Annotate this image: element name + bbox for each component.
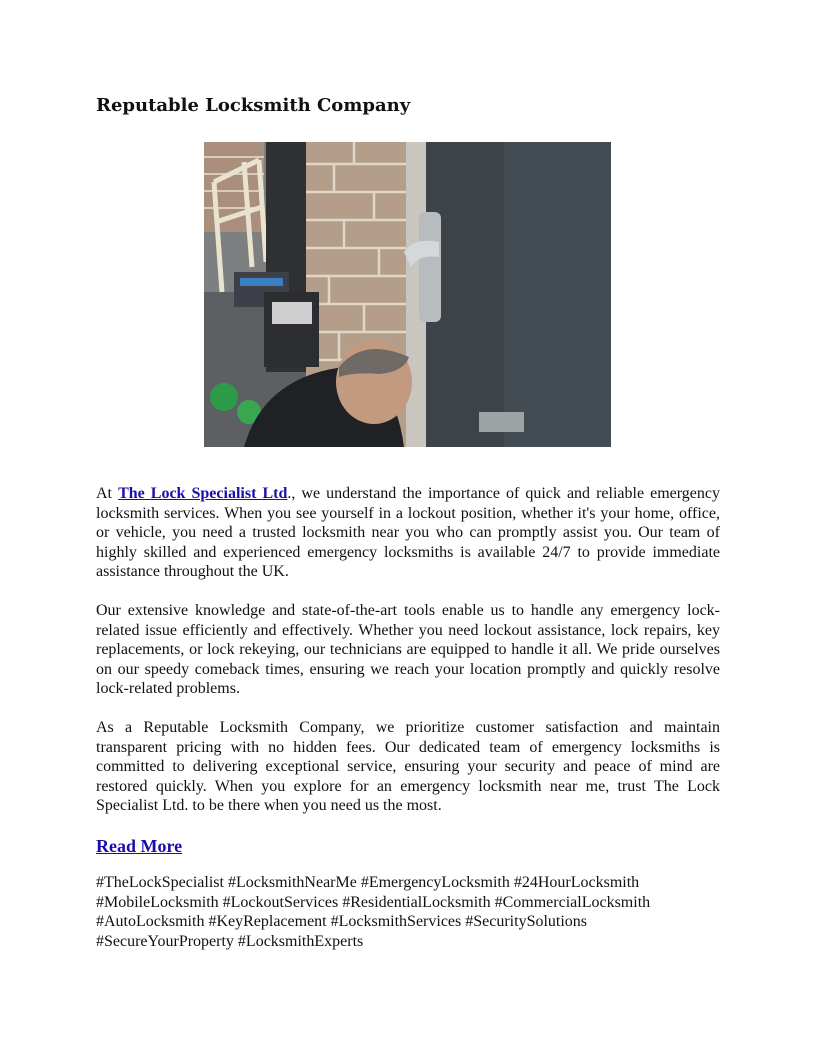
hashtag: #LocksmithNearMe <box>227 874 357 891</box>
hashtag: #CommercialLocksmith <box>494 893 651 911</box>
lock-specialist-link[interactable]: The Lock Specialist Ltd <box>118 485 288 502</box>
hashtag: #SecureYourProperty <box>96 932 234 950</box>
hashtag: #LocksmithServices <box>330 913 462 931</box>
locksmith-at-door-photo <box>204 142 611 447</box>
hashtag: #AutoLocksmith <box>96 913 205 931</box>
hashtag: #LockoutServices <box>222 893 339 911</box>
read-more-link[interactable]: Read More <box>96 836 183 856</box>
hashtag: #ResidentialLocksmith <box>342 893 491 911</box>
hashtag: #MobileLocksmith <box>96 893 219 911</box>
hashtag: #TheLockSpecialist <box>96 874 224 891</box>
hashtag: #LocksmithExperts <box>237 932 364 950</box>
intro-prefix: At <box>96 485 119 502</box>
hashtag: #24HourLocksmith <box>513 874 640 891</box>
hashtag: #EmergencyLocksmith <box>360 874 510 891</box>
satisfaction-paragraph: As a Reputable Locksmith Company, we prioritize customer satisfaction and maintain transparent pricing with no hidden fees. Our dedicated team of emergency locksmiths is committed to delivering exceptional service, ensuring your security and peace of mind are restored quickly. When you explore for an emergency locksmith near me, trust The Lock Specialist Ltd. to be there when you need us the most. <box>96 719 720 815</box>
intro-paragraph <box>96 484 720 582</box>
hashtag-list <box>96 873 736 951</box>
hashtag: #SecuritySolutions <box>465 913 588 931</box>
intro-text: ., we understand the importance of quick and reliable emergency locksmith services. When you see yourself in a lockout position, whether it's your home, office, or vehicle, you need a trusted locksmith near you who can promptly assist you. Our team of highly skilled and experienced emergency locksmiths is available 24/7 to provide immediate assistance throughout the UK. <box>96 485 720 581</box>
hashtag: #KeyReplacement <box>208 913 327 931</box>
page-title: Reputable Locksmith Company <box>96 95 411 116</box>
services-paragraph: Our extensive knowledge and state-of-the-art tools enable us to handle any emergency lock-related issue efficiently and effectively. Whether you need lockout assistance, lock repairs, key replacements, or lock rekeying, our technicians are equipped to handle it all. We pride ourselves on our speedy comeback times, ensuring we reach your location promptly and quickly resolve lock-related problems. <box>96 602 720 698</box>
